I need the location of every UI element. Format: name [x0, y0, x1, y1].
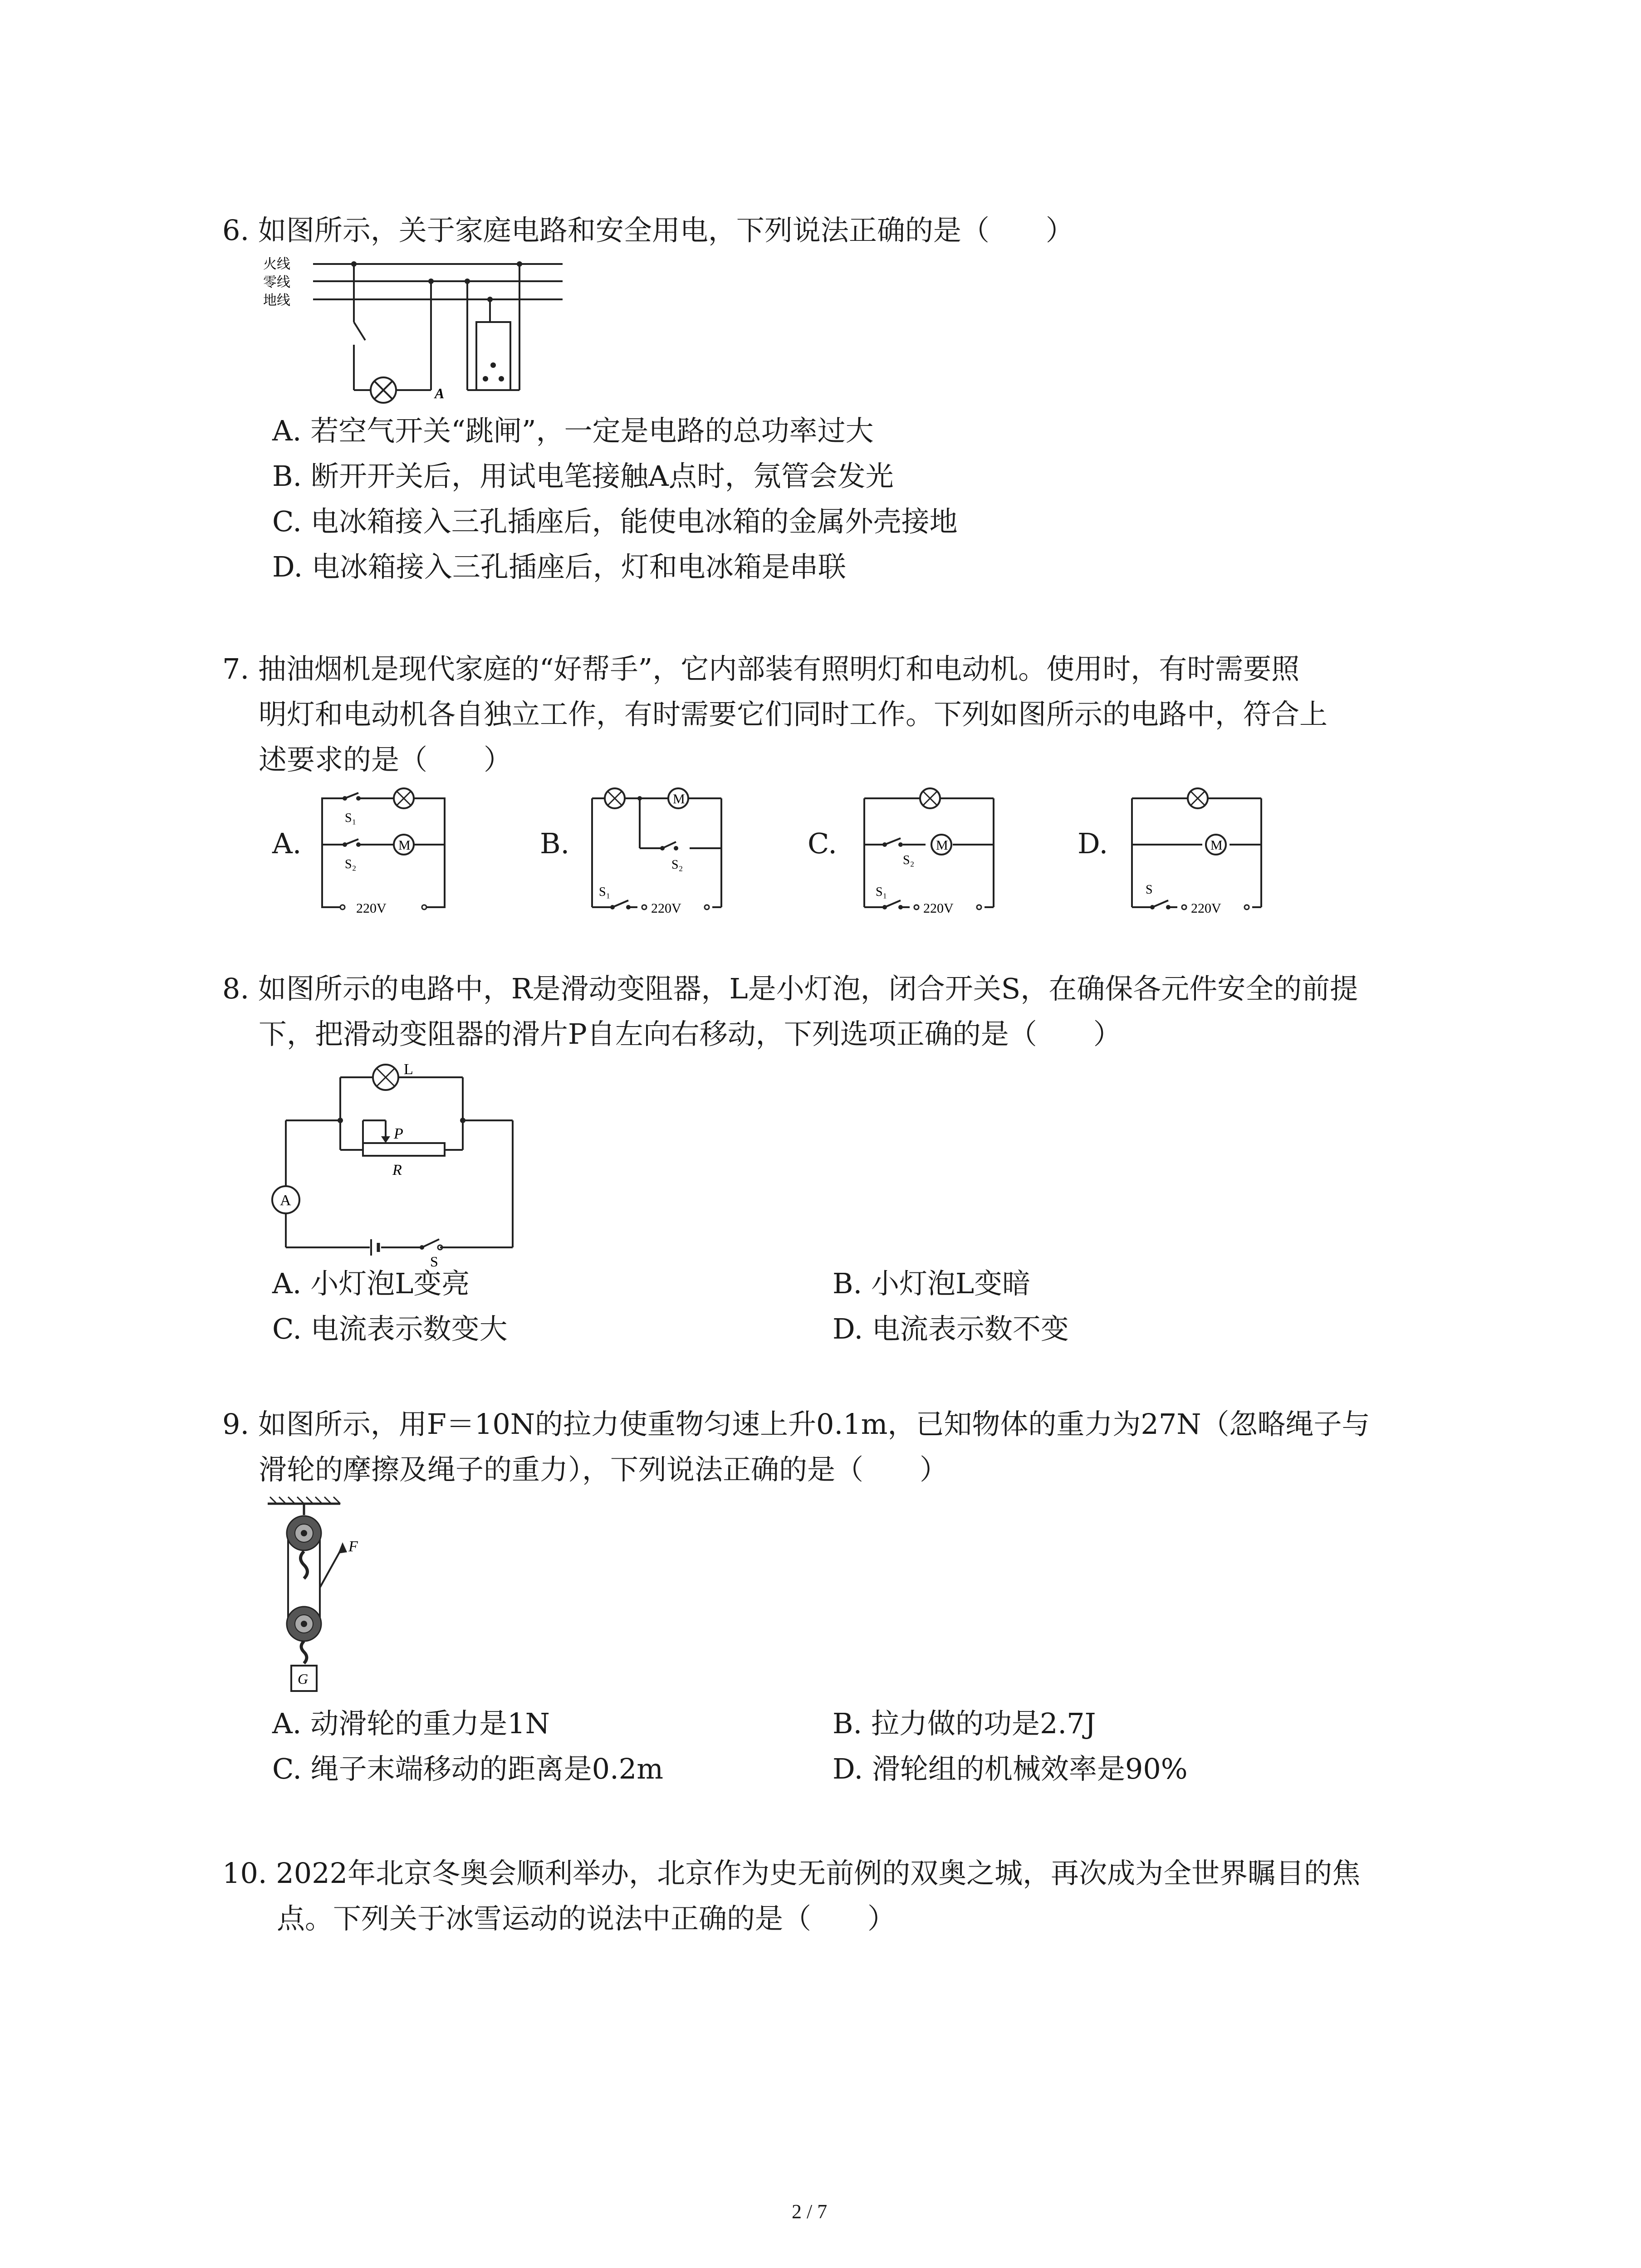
switch-s2-label: S₂ [903, 853, 915, 867]
voltage-label: 220V [923, 901, 954, 916]
question-7-line-3: 述要求的是（ ） [259, 743, 512, 776]
force-f-label: F [348, 1538, 358, 1555]
question-7-line-2: 明灯和电动机各自独立工作，有时需要它们同时工作。下列如图所示的电路中，符合上 [259, 698, 1328, 731]
lamp-symbol [605, 788, 625, 808]
q6-option-d[interactable]: D. 电冰箱接入三孔插座后，灯和电冰箱是串联 [272, 550, 846, 583]
fixed-pulley [287, 1516, 321, 1550]
weight-g-label: G [298, 1671, 309, 1687]
switch-s1-label: S₁ [345, 811, 357, 825]
lamp-symbol [371, 377, 396, 403]
switch-s1-label: S₁ [599, 885, 611, 899]
motor-symbol [1206, 835, 1226, 855]
switch-s1-label: S₁ [876, 885, 887, 899]
circuit-b-diagram [585, 785, 735, 916]
q9-option-b[interactable]: B. 拉力做的功是2.7J [833, 1707, 1096, 1740]
q6-option-c[interactable]: C. 电冰箱接入三孔插座后，能使电冰箱的金属外壳接地 [272, 505, 958, 538]
rheostat-r-label: R [392, 1162, 402, 1178]
q8-option-c[interactable]: C. 电流表示数变大 [272, 1312, 508, 1345]
ground-wire-label: 地线 [263, 293, 290, 308]
motor-label: M [1210, 838, 1223, 853]
battery-symbol [371, 1239, 378, 1256]
q9-option-a[interactable]: A. 动滑轮的重力是1N [272, 1707, 550, 1740]
lamp-symbol [394, 788, 414, 808]
live-wire-label: 火线 [263, 257, 290, 272]
page-number: 2 / 7 [792, 2200, 828, 2223]
switch-s-label: S [430, 1253, 438, 1270]
lamp-l-label: L [404, 1061, 413, 1078]
switch-s-label: S [1146, 883, 1153, 897]
q7-option-d-label[interactable]: D. [1078, 827, 1108, 860]
point-a-label: A [435, 385, 445, 401]
circuit-c-diagram [857, 785, 1007, 916]
household-circuit-diagram [263, 254, 581, 408]
question-9-line-1: 9. 如图所示，用F＝10N的拉力使重物匀速上升0.1m，已知物体的重力为27N（忽略绳子与 [222, 1408, 1370, 1441]
ammeter-label: A [280, 1192, 291, 1209]
q6-option-b[interactable]: B. 断开开关后，用试电笔接触A点时，氖管会发光 [272, 459, 894, 493]
pulley-system-diagram [263, 1497, 381, 1706]
motor-symbol [668, 788, 688, 808]
movable-pulley [287, 1607, 321, 1641]
motor-symbol [931, 835, 951, 855]
voltage-label: 220V [651, 901, 681, 916]
neutral-wire-label: 零线 [263, 275, 290, 290]
q9-option-c[interactable]: C. 绳子末端移动的距离是0.2m [272, 1752, 664, 1785]
question-10-line-1: 10. 2022年北京冬奥会顺利举办，北京作为史无前例的双奥之城，再次成为全世界瞩目的焦 [222, 1857, 1361, 1890]
q7-option-a-label[interactable]: A. [272, 827, 302, 860]
question-9-line-2: 滑轮的摩擦及绳子的重力），下列说法正确的是（ ） [259, 1453, 948, 1486]
voltage-label: 220V [1191, 901, 1221, 916]
motor-symbol [394, 835, 414, 855]
lamp-symbol [373, 1065, 398, 1090]
circuit-d-diagram [1125, 785, 1275, 916]
voltage-label: 220V [356, 901, 387, 916]
question-10-line-2: 点。下列关于冰雪运动的说法中正确的是（ ） [277, 1902, 896, 1935]
circuit-a-diagram [318, 785, 454, 916]
q8-option-a[interactable]: A. 小灯泡L变亮 [272, 1267, 470, 1300]
rheostat-circuit-diagram [268, 1061, 522, 1270]
lamp-symbol [1188, 788, 1208, 808]
q6-option-a[interactable]: A. 若空气开关“跳闸”，一定是电路的总功率过大 [272, 414, 874, 447]
question-8-line-2: 下，把滑动变阻器的滑片P自左向右移动，下列选项正确的是（ ） [259, 1017, 1122, 1051]
question-7-line-1: 7. 抽油烟机是现代家庭的“好帮手”，它内部装有照明灯和电动机。使用时，有时需要照 [222, 652, 1300, 685]
motor-label: M [936, 838, 948, 853]
question-8-line-1: 8. 如图所示的电路中，R是滑动变阻器，L是小灯泡，闭合开关S，在确保各元件安全的前提 [222, 972, 1358, 1005]
motor-label: M [398, 838, 411, 853]
q8-option-b[interactable]: B. 小灯泡L变暗 [833, 1267, 1031, 1300]
q9-option-d[interactable]: D. 滑轮组的机械效率是90% [833, 1752, 1188, 1785]
question-6-stem: 6. 如图所示，关于家庭电路和安全用电，下列说法正确的是（ ） [222, 214, 1074, 247]
ammeter-symbol [272, 1186, 299, 1213]
slider-p-label: P [394, 1125, 403, 1142]
q7-option-c-label[interactable]: C. [808, 827, 837, 860]
motor-label: M [673, 792, 685, 807]
switch-s2-label: S₂ [671, 858, 683, 872]
q8-option-d[interactable]: D. 电流表示数不变 [833, 1312, 1069, 1345]
q7-option-b-label[interactable]: B. [540, 827, 570, 860]
lamp-symbol [920, 788, 940, 808]
switch-s2-label: S₂ [345, 857, 357, 871]
